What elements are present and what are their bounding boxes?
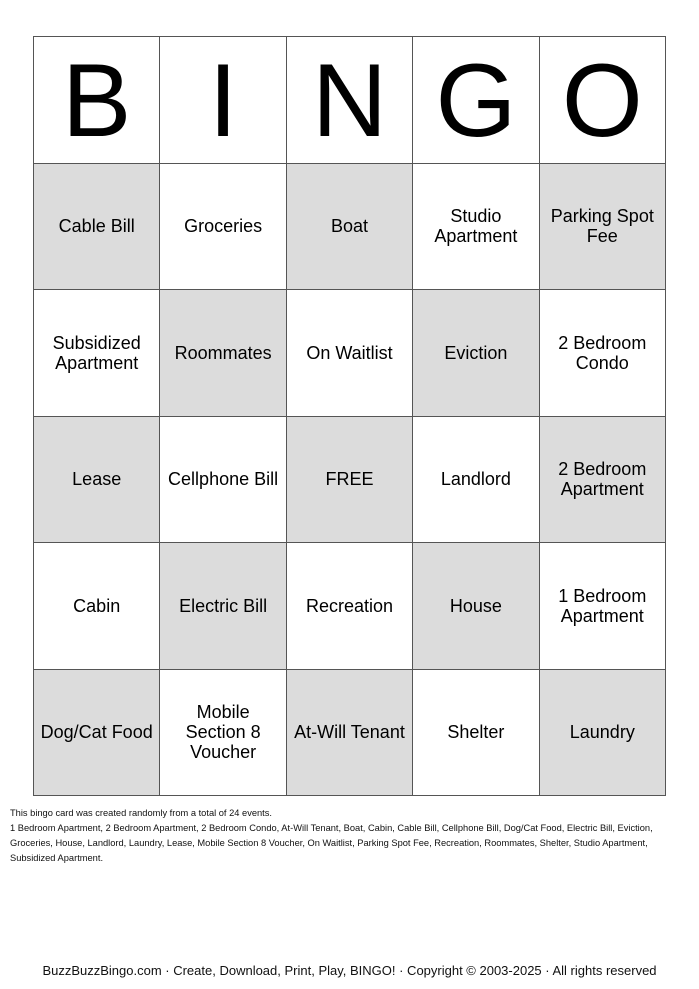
bingo-square[interactable] [413, 543, 539, 670]
free-space[interactable] [287, 417, 413, 544]
info-summary: This bingo card was created randomly from a total of 24 events. [10, 808, 272, 818]
square-label: At-Will Tenant [294, 722, 405, 743]
square-label: Laundry [569, 722, 635, 743]
header-letter-g: G [413, 37, 539, 164]
bingo-square[interactable] [160, 290, 286, 417]
square-label: On Waitlist [306, 342, 393, 363]
square-label: Studio Apartment [434, 206, 518, 247]
bingo-square[interactable] [160, 417, 286, 544]
square-label: Recreation [305, 595, 394, 616]
header-letter-i: I [160, 37, 286, 164]
square-label: Dog/Cat Food [40, 722, 153, 743]
bingo-square[interactable] [34, 290, 160, 417]
square-label: FREE [325, 469, 374, 490]
bingo-square[interactable] [540, 417, 666, 544]
header-letter-n: N [287, 37, 413, 164]
square-label: Cabin [73, 595, 121, 616]
square-label: 2 Bedroom Apartment [558, 459, 647, 500]
bingo-square[interactable] [160, 164, 286, 291]
bingo-square[interactable] [34, 670, 160, 797]
square-label: 1 Bedroom Apartment [558, 585, 647, 626]
bingo-square[interactable] [160, 543, 286, 670]
bingo-square[interactable] [287, 670, 413, 797]
footer-copyright: BuzzBuzzBingo.com · Create, Download, Print, Play, BINGO! · Copyright © 2003-2025 · All rights reserved [42, 963, 657, 978]
header-letter-o: O [540, 37, 666, 164]
square-label: House [449, 595, 502, 616]
square-label: Subsidized Apartment [52, 332, 141, 373]
bingo-square[interactable] [34, 417, 160, 544]
square-label: Groceries [184, 216, 263, 237]
square-label: Landlord [440, 469, 511, 490]
square-label: Eviction [444, 342, 508, 363]
bingo-square[interactable] [413, 417, 539, 544]
bingo-square[interactable] [287, 164, 413, 291]
bingo-square[interactable] [540, 164, 666, 291]
bingo-square[interactable] [34, 164, 160, 291]
bingo-square[interactable] [160, 670, 286, 797]
square-label: Mobile Section 8 Voucher [185, 702, 261, 763]
bingo-card [33, 36, 666, 796]
bingo-square[interactable] [540, 670, 666, 797]
bingo-square[interactable] [413, 164, 539, 291]
square-label: Cellphone Bill [168, 469, 279, 490]
square-label: Electric Bill [179, 595, 268, 616]
square-label: Boat [330, 216, 368, 237]
bingo-square[interactable] [540, 543, 666, 670]
square-label: 2 Bedroom Condo [558, 332, 647, 373]
bingo-square[interactable] [540, 290, 666, 417]
square-label: Parking Spot Fee [550, 206, 654, 247]
info-events-list: 1 Bedroom Apartment, 2 Bedroom Apartment, 2 Bedroom Condo, At-Will Tenant, Boat, Cabin, Cable Bill, Cellphone Bill, Dog/Cat Food, Electric Bill, Eviction, Groceries, House, Landlord, Laundry, Lease, Mobile Section 8 Voucher, On Waitlist, Parking Spot Fee, Recreation, Roommates, Shelter, Studio Apartment, Subsidized Apartment. [10, 823, 653, 863]
square-label: Cable Bill [58, 216, 135, 237]
bingo-square[interactable] [287, 290, 413, 417]
square-label: Roommates [174, 342, 272, 363]
bingo-square[interactable] [287, 543, 413, 670]
square-label: Lease [72, 469, 122, 490]
bingo-square[interactable] [413, 670, 539, 797]
card-info [10, 806, 690, 866]
square-label: Shelter [447, 722, 505, 743]
bingo-square[interactable] [413, 290, 539, 417]
header-letter-b: B [34, 37, 160, 164]
bingo-square[interactable] [34, 543, 160, 670]
